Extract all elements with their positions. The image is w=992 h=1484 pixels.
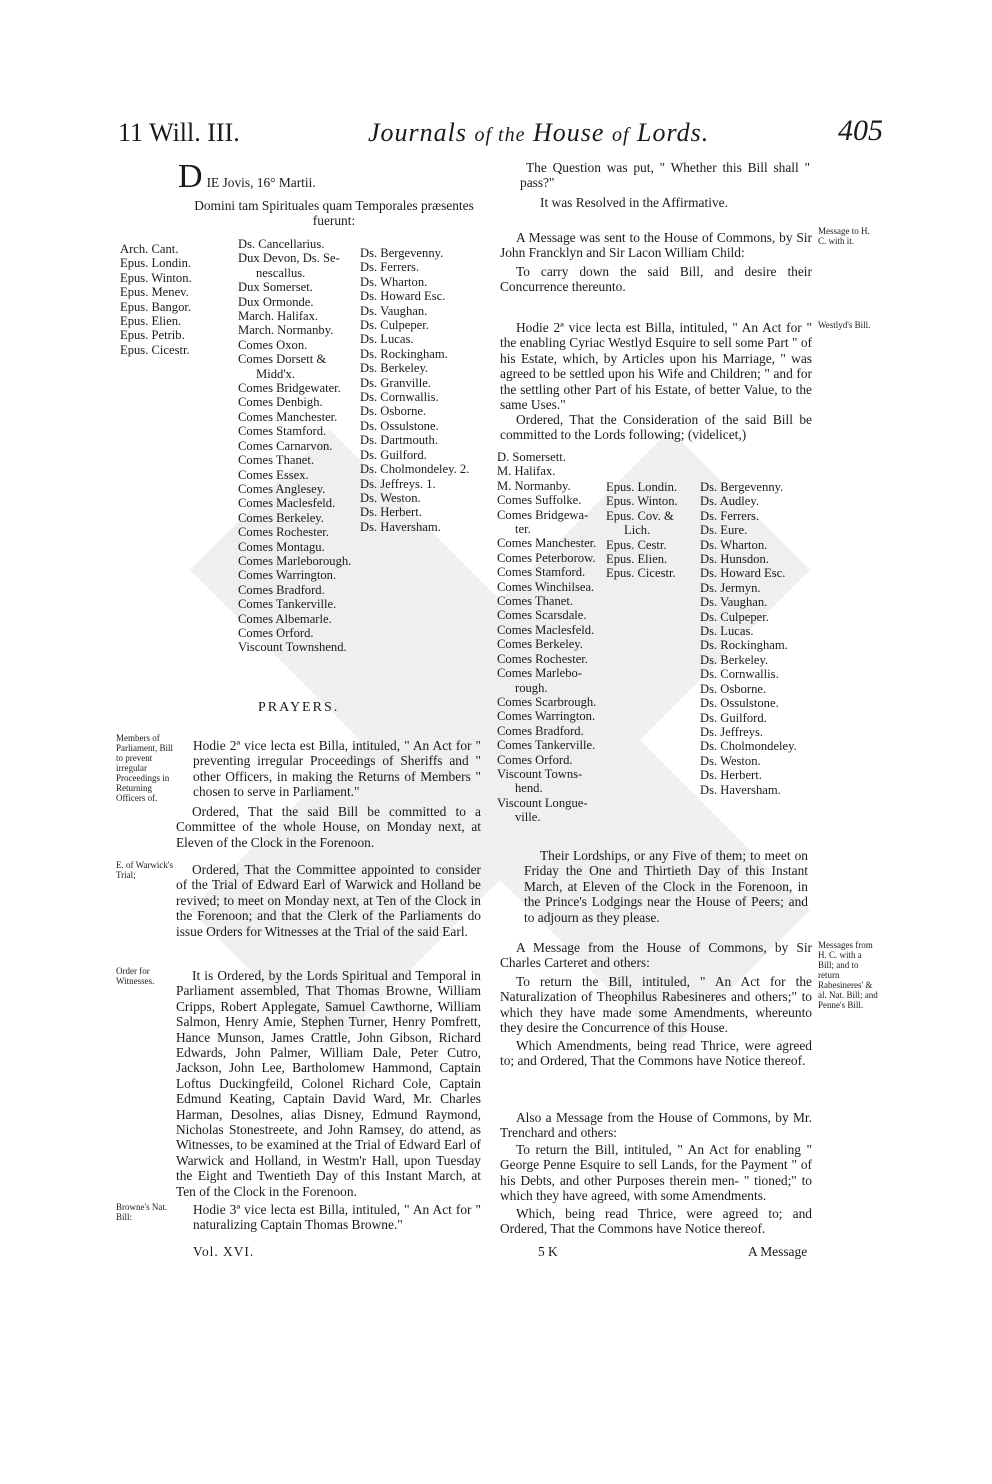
list-entry: Epus. Petrib. [120,328,185,343]
list-entry: Ds. Wharton. [700,537,768,552]
list-entry: March. Halifax. [238,309,319,324]
list-entry: Comes Denbigh. [238,395,323,410]
list-entry: Ds. Jermyn. [700,580,761,595]
list-entry: Dux Devon, Ds. Se- [238,251,340,266]
list-entry: Ds. Cornwallis. [700,667,779,682]
list-entry: Ds. Lucas. [360,332,414,347]
list-entry: Ds. Rockingham. [360,346,448,361]
para-westlyd-bill: Hodie 2ª vice lecta est Billa, intituled, " An Act for " the enabling Cyriac Westlyd Esquire to sell some Part " of his Estate, which, by Articles upon his Marriage, " was agreed to be settled upon his Wife and Children; " and for the settling other Part of his Estate, of better Value, to the same Uses." [500,320,812,413]
list-entry: Ds. Vaughan. [700,595,768,610]
list-entry: Comes Scarbrough. [497,694,597,709]
list-entry: Ds. Haversham. [700,782,781,797]
footer-catchword: A Message [748,1244,808,1259]
domini-line: Domini tam Spirituales quam Temporales præsentes fuerunt: [194,198,474,229]
list-entry: Ds. Howard Esc. [360,289,446,304]
title-lords: Lords. [637,118,710,147]
list-entry: Comes Maclesfeld. [497,622,595,637]
list-entry: Ds. Ferrers. [700,508,760,523]
list-entry: Comes Bradford. [238,582,325,597]
list-entry: Epus. Bangor. [120,299,192,314]
list-entry: rough. [515,680,548,695]
list-entry: Comes Bridgewa- [497,507,589,522]
list-entry: Viscount Towns- [497,766,583,781]
margin-note-messages: Messages from H. C. with a Bill; and to return Rabesineres' & al. Nat. Bill; and Penne's Bill. [818,940,878,1010]
para-lordships-meet: Their Lordships, or any Five of them; to meet on Friday the One and Thirtieth Day of this Instant March, at Eleven of the Clock in the Forenoon, in the Prince's Lodgings near the House of Peers; and to adjourn as they please. [524,848,808,925]
list-entry: Epus. Winton. [120,270,192,285]
list-entry: Ds. Osborne. [360,404,427,419]
list-entry: Lich. [624,523,651,538]
list-entry: Comes Bradford. [497,723,584,738]
list-entry: Ds. Jeffreys. 1. [360,476,436,491]
list-entry: Comes Carnarvon. [238,438,333,453]
attendance-list-bishops [120,242,192,357]
para-members-bill: Hodie 2ª vice lecta est Billa, intituled, " An Act for " preventing irregular Proceedings of Sheriffs and " other Officers, in making the Returns of Members " chosen to serve in Parliament." [193,738,481,800]
margin-note-browne: Browne's Nat. Bill: [116,1202,168,1222]
list-entry: Comes Warrington. [497,709,596,724]
margin-note-message: Message to H. C. with it. [818,226,870,246]
list-entry: nescallus. [256,265,306,280]
list-entry: Ds. Rockingham. [700,638,788,653]
list-entry: Comes Stamford. [497,565,586,580]
list-entry: Ds. Weston. [360,490,421,505]
margin-note-warwick: E. of Warwick's Trial; [116,860,173,880]
list-entry: Epus. Winton. [606,494,678,509]
list-entry: Ds. Herbert. [700,768,762,783]
list-entry: Ds. Hunsdon. [700,552,769,567]
list-entry: Dux Ormonde. [238,294,314,309]
para-which-agreed: Which, being read Thrice, were agreed to; and Ordered, That the Commons have Notice thereof. [500,1206,812,1237]
list-entry: M. Normanby. [497,478,571,493]
list-entry: Ds. Eure. [700,523,748,538]
list-entry: Ds. Ossulstone. [360,418,439,433]
list-entry: Comes Scarsdale. [497,608,587,623]
list-entry: Ds. Cornwallis. [360,390,439,405]
list-entry: Arch. Cant. [120,242,179,256]
list-entry: Ds. Weston. [700,753,761,768]
list-entry: Midd'x. [256,366,296,381]
list-entry: Ds. Culpeper. [360,318,429,333]
list-entry: Epus. Londin. [606,480,678,494]
list-entry: Ds. Vaughan. [360,303,428,318]
title-of-the: of the [474,124,526,146]
list-entry: Ds. Granville. [360,375,431,390]
running-head-title [368,118,709,148]
list-entry: Comes Winchilsea. [497,579,595,594]
list-entry: Ds. Cholmondeley. [700,739,797,754]
list-entry: Comes Tankerville. [497,738,596,753]
list-entry: Epus. Londin. [120,256,192,271]
list-entry: Ds. Ferrers. [360,260,420,275]
list-entry: Comes Oxon. [238,337,308,352]
para-amendments-agreed: Which Amendments, being read Thrice, were agreed to; and Ordered, That the Commons have Notice thereof. [500,1038,812,1069]
list-entry: Ds. Osborne. [700,681,767,696]
title-journals: Journals [368,118,467,147]
list-entry: Viscount Townshend. [238,640,347,655]
margin-note-members: Members of Parliament, Bill to prevent irregular Proceedings in Returning Officers of. [116,733,173,803]
list-entry: Comes Berkeley. [497,637,583,652]
list-entry: Ds. Berkeley. [360,361,429,376]
list-entry: Comes Berkeley. [238,510,324,525]
list-entry: Epus. Cov. & [606,508,674,523]
committee-list-barons [700,480,797,797]
list-entry: Comes Essex. [238,467,309,482]
list-entry: Epus. Cicestr. [120,342,190,357]
list-entry: Comes Orford. [238,625,314,640]
list-entry: Comes Orford. [497,752,573,767]
list-entry: Comes Manchester. [238,409,338,424]
list-entry: Ds. Berkeley. [700,652,769,667]
page-number: 405 [838,114,883,147]
para-also-message: Also a Message from the House of Commons, by Mr. Trenchard and others: [500,1110,812,1141]
list-entry: Comes Rochester. [238,525,329,540]
list-entry: Comes Bridgewater. [238,381,341,396]
list-entry: Ds. Audley. [700,494,760,509]
list-entry: Epus. Cicestr. [606,566,676,581]
list-entry: Ds. Jeffreys. [700,724,764,739]
list-entry: Comes Peterborow. [497,550,596,565]
list-entry: Comes Montagu. [238,539,325,554]
footer-volume: Vol. XVI. [193,1244,255,1259]
list-entry: Ds. Bergevenny. [700,480,784,494]
list-entry: Comes Manchester. [497,536,597,551]
list-entry: Ds. Culpeper. [700,609,769,624]
list-entry: ter. [515,522,531,537]
para-carry-bill: To carry down the said Bill, and desire their Concurrence thereunto. [500,264,812,295]
title-of: of [611,124,630,146]
list-entry: Epus. Elien. [120,314,182,329]
list-entry: Ds. Dartmouth. [360,433,439,448]
para-ordered-consideration: Ordered, That the Consideration of the said Bill be committed to the Lords following; (videlicet,) [500,412,812,443]
list-entry: Comes Thanet. [238,453,315,468]
list-entry: D. Somersett. [497,450,566,464]
list-entry: Comes Albemarle. [238,611,332,626]
date-text: IE Jovis, 16° Martii. [206,175,316,190]
committee-list-peers [497,450,596,825]
drop-cap: D [178,158,203,195]
list-entry: Dux Somerset. [238,280,313,295]
prayers-heading: PRAYERS. [258,700,340,715]
attendance-list-barons [360,246,469,534]
para-return-penne: To return the Bill, intituled, " An Act for enabling " George Penne Esquire to sell Lands, for the Payment " of his Debts, and other Purposes therein men- " tioned;" to which they have agreed, with some Amendments. [500,1142,812,1204]
list-entry: Comes Marlebo- [497,666,582,681]
list-entry: Comes Rochester. [497,651,588,666]
margin-note-witnesses: Order for Witnesses. [116,966,155,986]
list-entry: Epus. Menev. [120,285,189,300]
list-entry: Comes Thanet. [497,594,574,609]
list-entry: Ds. Ossulstone. [700,696,779,711]
para-message-carteret: A Message from the House of Commons, by Sir Charles Carteret and others: [500,940,812,971]
list-entry: Ds. Cholmondeley. 2. [360,462,470,477]
para-warwick-trial: Ordered, That the Committee appointed to consider of the Trial of Edward Earl of Warwick and Holland be revived; to meet on Monday next, at Ten of the Clock in the Forenoon; and that the Clerk of the Parliaments do issue Orders for Witnesses at the Trial of the said Earl. [176,862,481,939]
para-order-witnesses: It is Ordered, by the Lords Spiritual and Temporal in Parliament assembled, That Thomas Browne, William Cripps, Robert Applegate, Samuel Cawthorne, William Salmon, Henry Amie, Stephen Turner, Henry Pomfrett, Hance Munson, James Crattle, John Gibson, Richard Edwards, John Palmer, William Dale, Peter Cutro, Jackson, John Lee, Bartholomew Hammond, Captain Loftus Duckingfeild, Colonel Richard Cole, Captain Edmund Keating, Captain David Ward, Mr. Charles Harman, Desolnes, alias Disney, Edmund Raymond, Nicholas Stonestreete, and John Ramsey, do attend, as Witnesses, to be examined at the Trial of Edward Earl of Warwick and Holland, in Westm'r Hall, upon Tuesday the Eight and Twentieth Day of this Instant March, at Ten of the Clock in the Forenoon. [176,968,481,1199]
list-entry: Epus. Cestr. [606,537,667,552]
list-entry: Comes Stamford. [238,424,327,439]
list-entry: Ds. Guilford. [700,710,767,725]
list-entry: Ds. Herbert. [360,505,422,520]
list-entry: Ds. Howard Esc. [700,566,786,581]
attendance-list-peers [238,237,351,655]
list-entry: Ds. Bergevenny. [360,246,444,260]
list-entry: M. Halifax. [497,464,556,479]
date-heading [178,158,316,196]
list-entry: ville. [515,810,541,825]
list-entry: Comes Suffolke. [497,493,582,508]
para-question: The Question was put, " Whether this Bill shall " pass?" [520,160,810,191]
para-message-commons: A Message was sent to the House of Commons, by Sir John Francklyn and Sir Lacon William Child: [500,230,812,261]
list-entry: Ds. Haversham. [360,519,441,534]
para-return-rabesineres: To return the Bill, intituled, " An Act for the Naturalization of Theophilus Rabesineres and others;" to which they have made some Amendments, whereunto they desire the Concurrence of this House. [500,974,812,1036]
para-resolved: It was Resolved in the Affirmative. [540,195,728,210]
footer-signature: 5 K [538,1244,558,1259]
title-house: House [533,118,605,147]
para-ordered-committee: Ordered, That the said Bill be committed to a Committee of the whole House, on Monday next, at Eleven of the Clock in the Forenoon. [176,804,481,850]
list-entry: March. Normanby. [238,323,334,338]
list-entry: Comes Marleborough. [238,553,352,568]
list-entry: Ds. Guilford. [360,447,427,462]
para-browne-bill: Hodie 3ª vice lecta est Billa, intituled, " An Act for " naturalizing Captain Thomas Browne." [193,1202,481,1233]
list-entry: Comes Tankerville. [238,597,337,612]
committee-list-bishops [606,480,678,581]
list-entry: Epus. Elien. [606,552,668,567]
list-entry: hend. [515,781,543,796]
running-head-left: 11 Will. III. [118,118,240,147]
list-entry: Ds. Wharton. [360,274,428,289]
list-entry: Viscount Longue- [497,795,588,810]
list-entry: Comes Dorsett & [238,352,327,367]
list-entry: Comes Anglesey. [238,481,326,496]
list-entry: Comes Warrington. [238,568,337,583]
margin-note-westlyd: Westlyd's Bill. [818,320,871,330]
list-entry: Comes Maclesfeld. [238,496,336,511]
list-entry: Ds. Lucas. [700,624,754,639]
list-entry: Ds. Cancellarius. [238,237,325,251]
